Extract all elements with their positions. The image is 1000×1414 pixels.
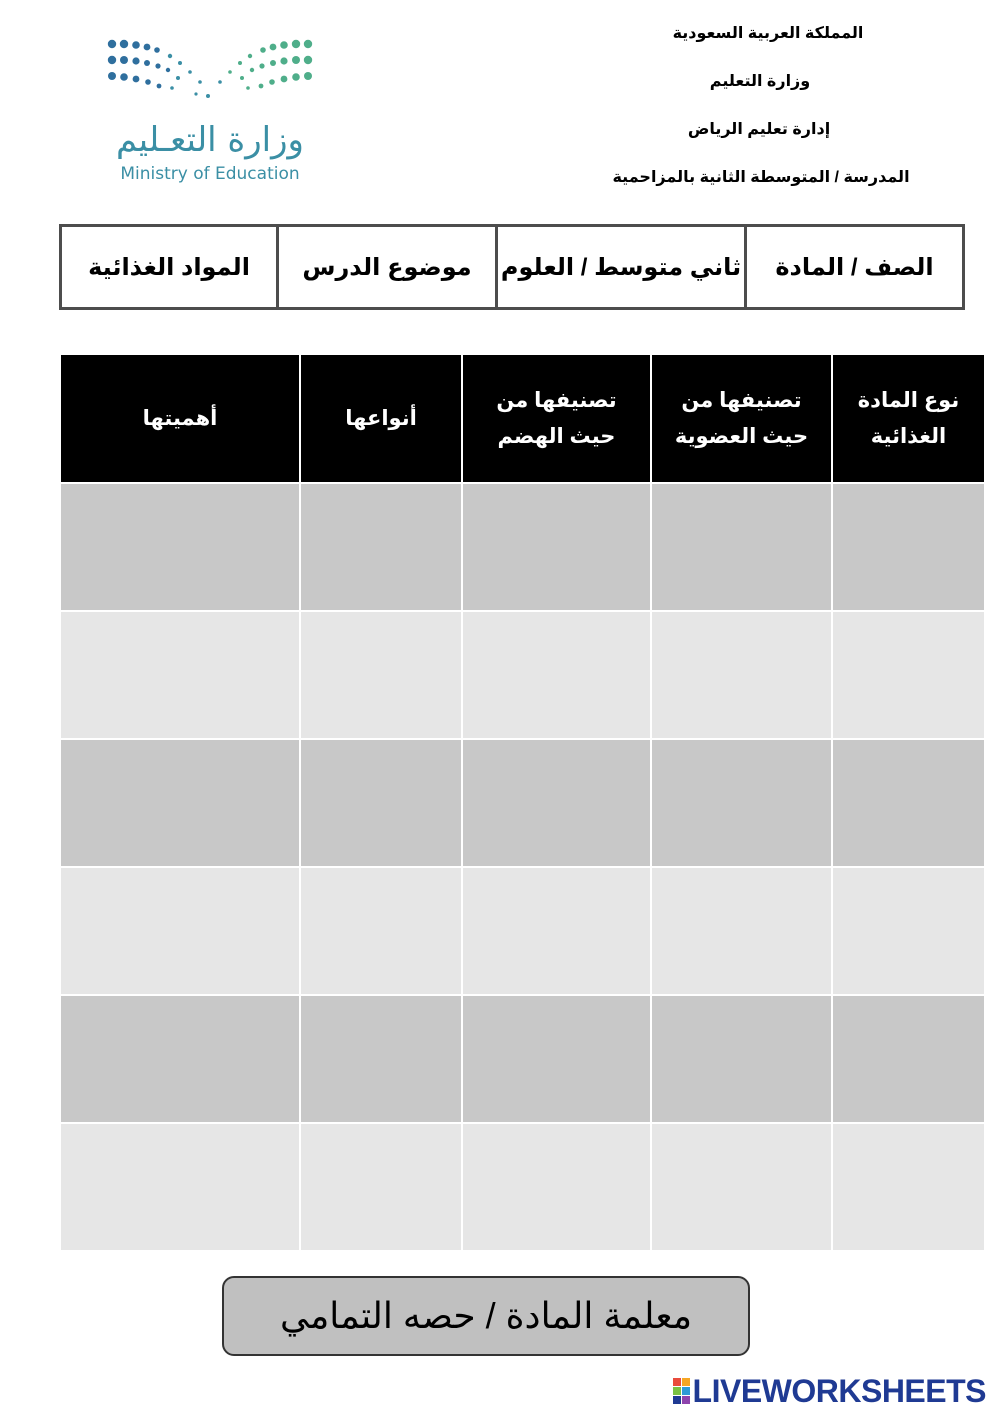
liveworksheets-text: LIVEWORKSHEETS [692,1372,986,1409]
answer-cell[interactable] [461,740,650,866]
info-cell-topic-label: موضوع الدرس [276,227,495,307]
answer-cell[interactable] [831,612,984,738]
answer-cell[interactable] [650,1124,831,1250]
info-cell-grade-value: ثاني متوسط / العلوم [495,227,744,307]
answer-cell[interactable] [61,996,299,1122]
header-digestion-classification: تصنيفها من حيث الهضم [461,355,650,482]
answer-cell[interactable] [650,484,831,610]
header-administration: إدارة تعليم الرياض [687,121,831,138]
answer-cell[interactable] [299,612,461,738]
table-header-row [61,355,984,482]
teacher-name-box: معلمة المادة / حصه التمامي [222,1276,750,1356]
header-school: المدرسة / المتوسطة الثانية بالمزاحمية [612,169,910,186]
answer-cell[interactable] [61,868,299,994]
info-cell-grade-label: الصف / المادة [744,227,962,307]
answer-cell[interactable] [831,484,984,610]
logo-english-text: Ministry of Education [120,164,300,184]
answer-cell[interactable] [61,740,299,866]
answer-cell[interactable] [299,868,461,994]
answer-cell[interactable] [461,868,650,994]
header-organic-classification: تصنيفها من حيث العضوية [650,355,831,482]
answer-cell[interactable] [831,740,984,866]
answer-cell[interactable] [299,1124,461,1250]
answer-cell[interactable] [61,1124,299,1250]
liveworksheets-icon [673,1378,690,1404]
answer-cell[interactable] [650,868,831,994]
header-food-type: نوع المادة الغذائية [831,355,984,482]
answer-cell[interactable] [299,740,461,866]
answer-cell[interactable] [831,868,984,994]
answer-cell[interactable] [61,484,299,610]
answer-cell[interactable] [299,484,461,610]
answer-cell[interactable] [461,484,650,610]
answer-cell[interactable] [650,740,831,866]
header-types: أنواعها [299,355,461,482]
answer-cell[interactable] [650,612,831,738]
table-row [61,482,984,610]
lesson-info-table [59,224,965,310]
answer-cell[interactable] [461,996,650,1122]
liveworksheets-logo [673,1374,986,1408]
table-row [61,610,984,738]
header-ministry: وزارة التعليم [709,73,811,90]
header-importance: أهميتها [142,406,218,430]
header-kingdom: المملكة العربية السعودية [672,25,864,42]
answer-cell[interactable] [461,1124,650,1250]
logo-arabic-text: وزارة التعـليم [116,120,304,160]
answer-cell[interactable] [461,612,650,738]
answer-cell[interactable] [831,1124,984,1250]
answer-cell[interactable] [650,996,831,1122]
info-cell-topic-value: المواد الغذائية [88,253,250,281]
table-row [61,1122,984,1250]
ministry-logo [100,36,320,186]
table-row [61,994,984,1122]
worksheet-table [61,355,984,1253]
logo-dots-icon [100,36,320,116]
table-row [61,738,984,866]
answer-cell[interactable] [831,996,984,1122]
table-row [61,866,984,994]
answer-cell[interactable] [299,996,461,1122]
answer-cell[interactable] [61,612,299,738]
